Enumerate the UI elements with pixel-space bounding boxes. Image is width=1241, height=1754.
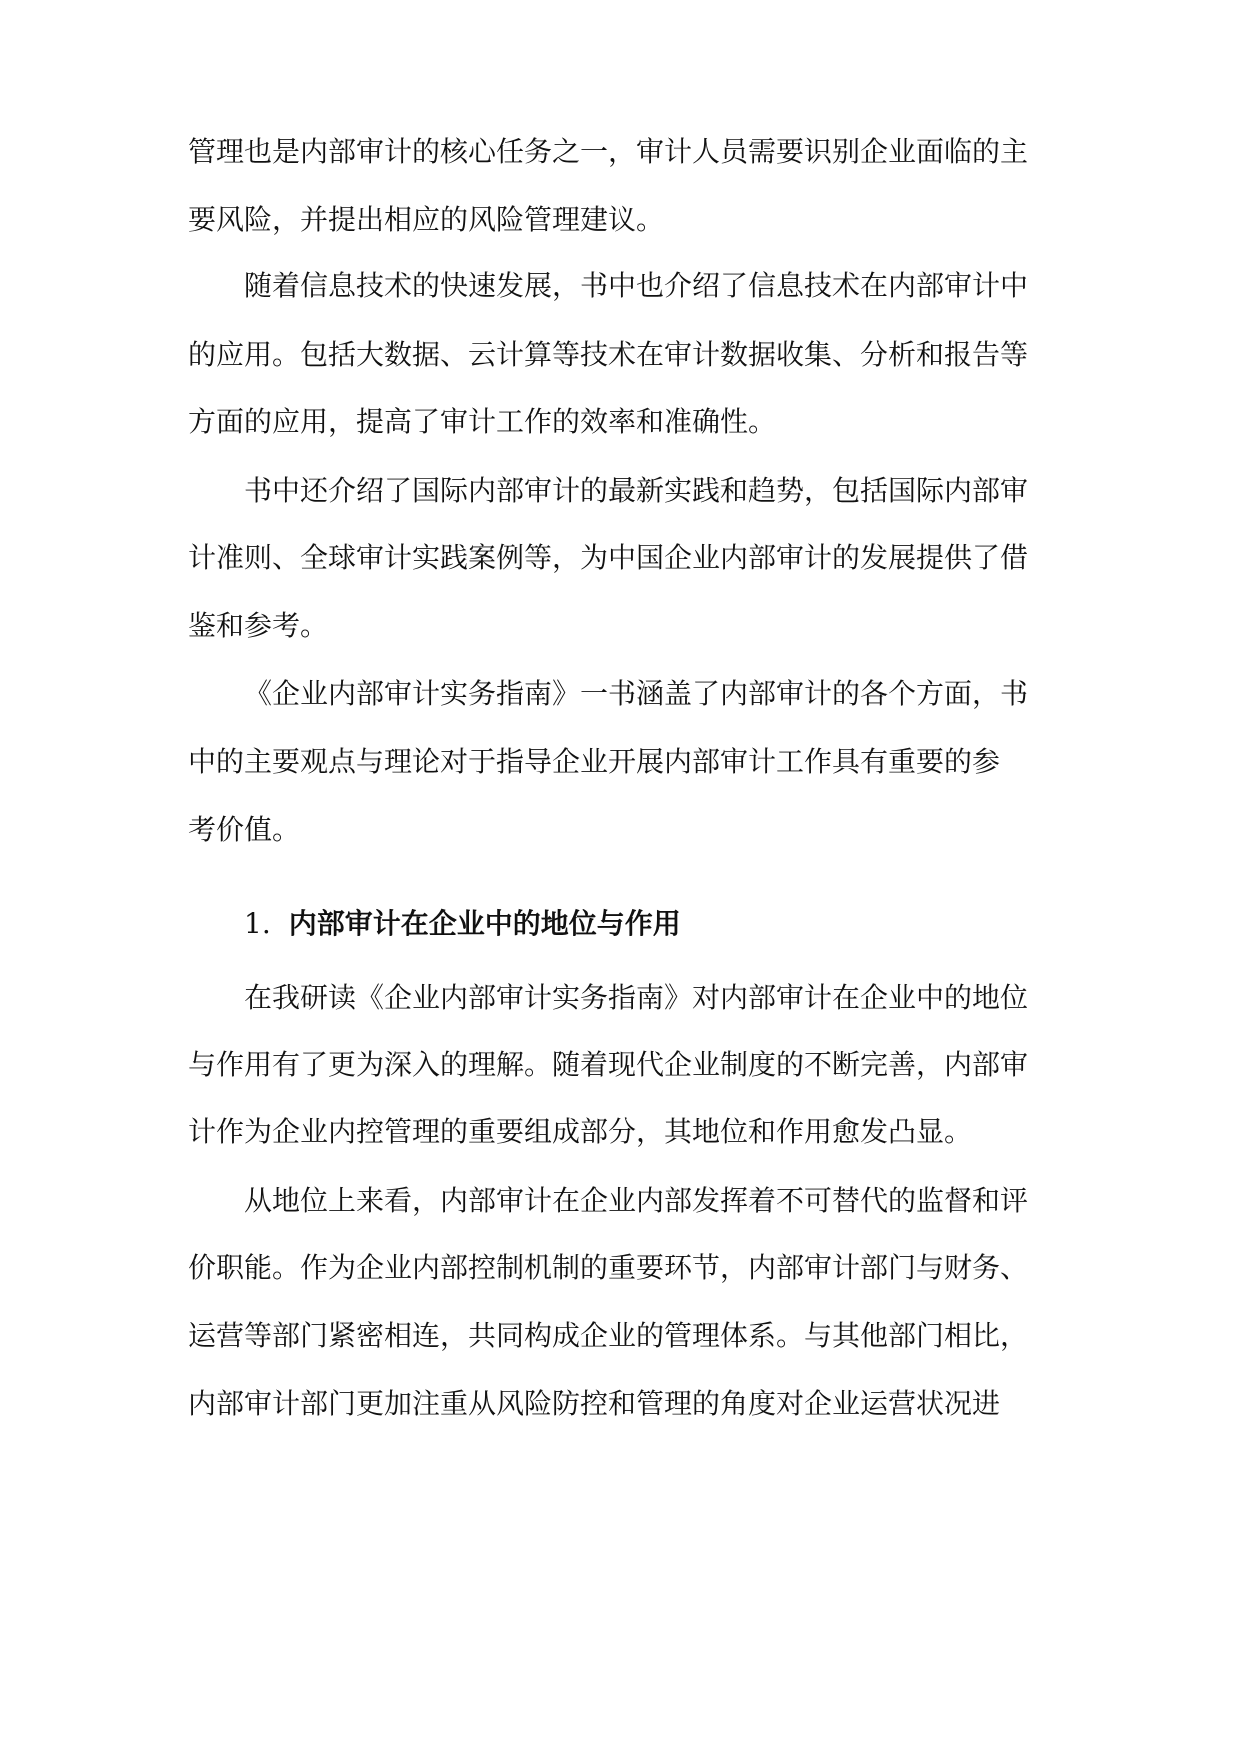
paragraph-line: 方面的应用，提高了审计工作的效率和准确性。 [188, 405, 777, 438]
paragraph-line: 鉴和参考。 [188, 609, 329, 642]
section-heading [244, 906, 681, 942]
paragraph-line: 的应用。包括大数据、云计算等技术在审计数据收集、分析和报告等 [188, 338, 1029, 371]
paragraph-line: 价职能。作为企业内部控制机制的重要环节，内部审计部门与财务、 [188, 1251, 1029, 1284]
paragraph-line: 与作用有了更为深入的理解。随着现代企业制度的不断完善，内部审 [188, 1048, 1029, 1081]
paragraph-line: 计作为企业内控管理的重要组成部分，其地位和作用愈发凸显。 [188, 1115, 973, 1148]
paragraph-line: 书中还介绍了国际内部审计的最新实践和趋势，包括国际内部审 [244, 474, 1029, 507]
paragraph-line: 考价值。 [188, 813, 301, 846]
paragraph-line: 从地位上来看，内部审计在企业内部发挥着不可替代的监督和评 [244, 1184, 1029, 1217]
paragraph-line: 要风险，并提出相应的风险管理建议。 [188, 203, 665, 236]
paragraph-line: 运营等部门紧密相连，共同构成企业的管理体系。与其他部门相比， [188, 1319, 1029, 1352]
section-number: 1. [244, 907, 271, 940]
paragraph-line: 随着信息技术的快速发展，书中也介绍了信息技术在内部审计中 [244, 269, 1029, 302]
paragraph-line: 内部审计部门更加注重从风险防控和管理的角度对企业运营状况进 [188, 1387, 1001, 1420]
paragraph-line: 管理也是内部审计的核心任务之一，审计人员需要识别企业面临的主 [188, 135, 1029, 168]
paragraph-line: 在我研读《企业内部审计实务指南》对内部审计在企业中的地位 [244, 981, 1029, 1014]
section-title: 内部审计在企业中的地位与作用 [288, 907, 681, 940]
paragraph-line: 中的主要观点与理论对于指导企业开展内部审计工作具有重要的参 [188, 745, 1001, 778]
paragraph-line: 计准则、全球审计实践案例等，为中国企业内部审计的发展提供了借 [188, 541, 1029, 574]
paragraph-line: 《企业内部审计实务指南》一书涵盖了内部审计的各个方面，书 [244, 677, 1029, 710]
